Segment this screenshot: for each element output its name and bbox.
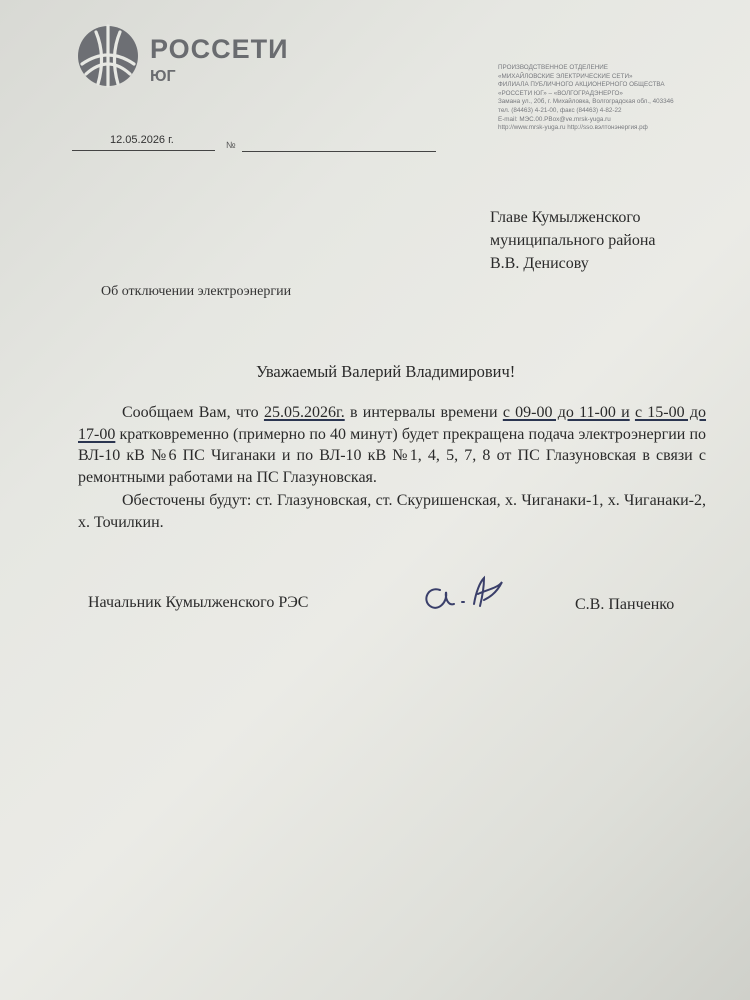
body-text: в интервалы времени	[344, 404, 503, 421]
org-line: E-mail: МЭС.00.PBox@ve.mrsk-yuga.ru	[498, 115, 611, 123]
body-paragraph-2: Обесточены будут: ст. Глазуновская, ст. Скуришенская, х. Чиганаки-1, х. Чиганаки-2, х. Точилкин.	[78, 492, 706, 531]
letter-subject: Об отключении электроэнергии	[101, 284, 292, 299]
org-line: http://www.mrsk-yuga.ru http://sso.вэлтонэнергия.рф	[498, 124, 648, 132]
body-text: Сообщаем Вам, что	[122, 404, 264, 421]
org-line: Замана ул., 20б, г. Михайловка, Волгоградская обл., 403346	[498, 98, 674, 106]
brand-subtitle: ЮГ	[150, 68, 176, 85]
addressee-line: муниципального района	[490, 232, 656, 249]
brand-name: РОССЕТИ	[150, 34, 289, 64]
letter-date: 12.05.2026 г.	[110, 134, 174, 146]
rosseti-logo-icon	[76, 24, 140, 88]
addressee-block	[490, 206, 656, 275]
outage-date: 25.05.2026г.	[263, 404, 345, 421]
date-underline	[72, 150, 215, 151]
outage-interval-1: с 09-00 до 11-00 и	[502, 404, 630, 421]
outage-interval-2: с 15-00 до 17-00	[78, 404, 707, 443]
greeting: Уважаемый Валерий Владимирович!	[256, 362, 516, 381]
body-text: кратковременно (примерно по 40 минут) будет прекращена подача электроэнергии по ВЛ-10 кВ №6 ПС Чиганаки и по ВЛ-10 кВ №1, 4, 5, 7, 8 от ПС Глазуновская в связи с ремонтными работами на ПС Глазуновская.	[78, 425, 706, 486]
organization-details	[498, 64, 713, 133]
signatory-name: С.В. Панченко	[575, 596, 675, 613]
number-sign: №	[226, 140, 236, 150]
number-underline	[242, 151, 436, 152]
addressee-name: В.В. Денисову	[490, 255, 589, 272]
body-paragraph-1	[78, 402, 706, 488]
signatory-position: Начальник Кумылженского РЭС	[88, 594, 309, 611]
org-line: ПРОИЗВОДСТВЕННОЕ ОТДЕЛЕНИЕ	[498, 64, 608, 71]
addressee-line: Главе Кумылженского	[490, 209, 641, 226]
org-line: «РОССЕТИ ЮГ» – «ВОЛГОГРАДЭНЕРГО»	[498, 89, 623, 97]
org-line: «МИХАЙЛОВСКИЕ ЭЛЕКТРИЧЕСКИЕ СЕТИ»	[498, 72, 633, 80]
handwritten-signature	[418, 568, 518, 620]
org-line: ФИЛИАЛА ПУБЛИЧНОГО АКЦИОНЕРНОГО ОБЩЕСТВА	[498, 81, 665, 89]
letter-body	[78, 402, 706, 533]
org-line: тел. (84463) 4-21-00, факс (84463) 4-82-22	[498, 106, 622, 114]
